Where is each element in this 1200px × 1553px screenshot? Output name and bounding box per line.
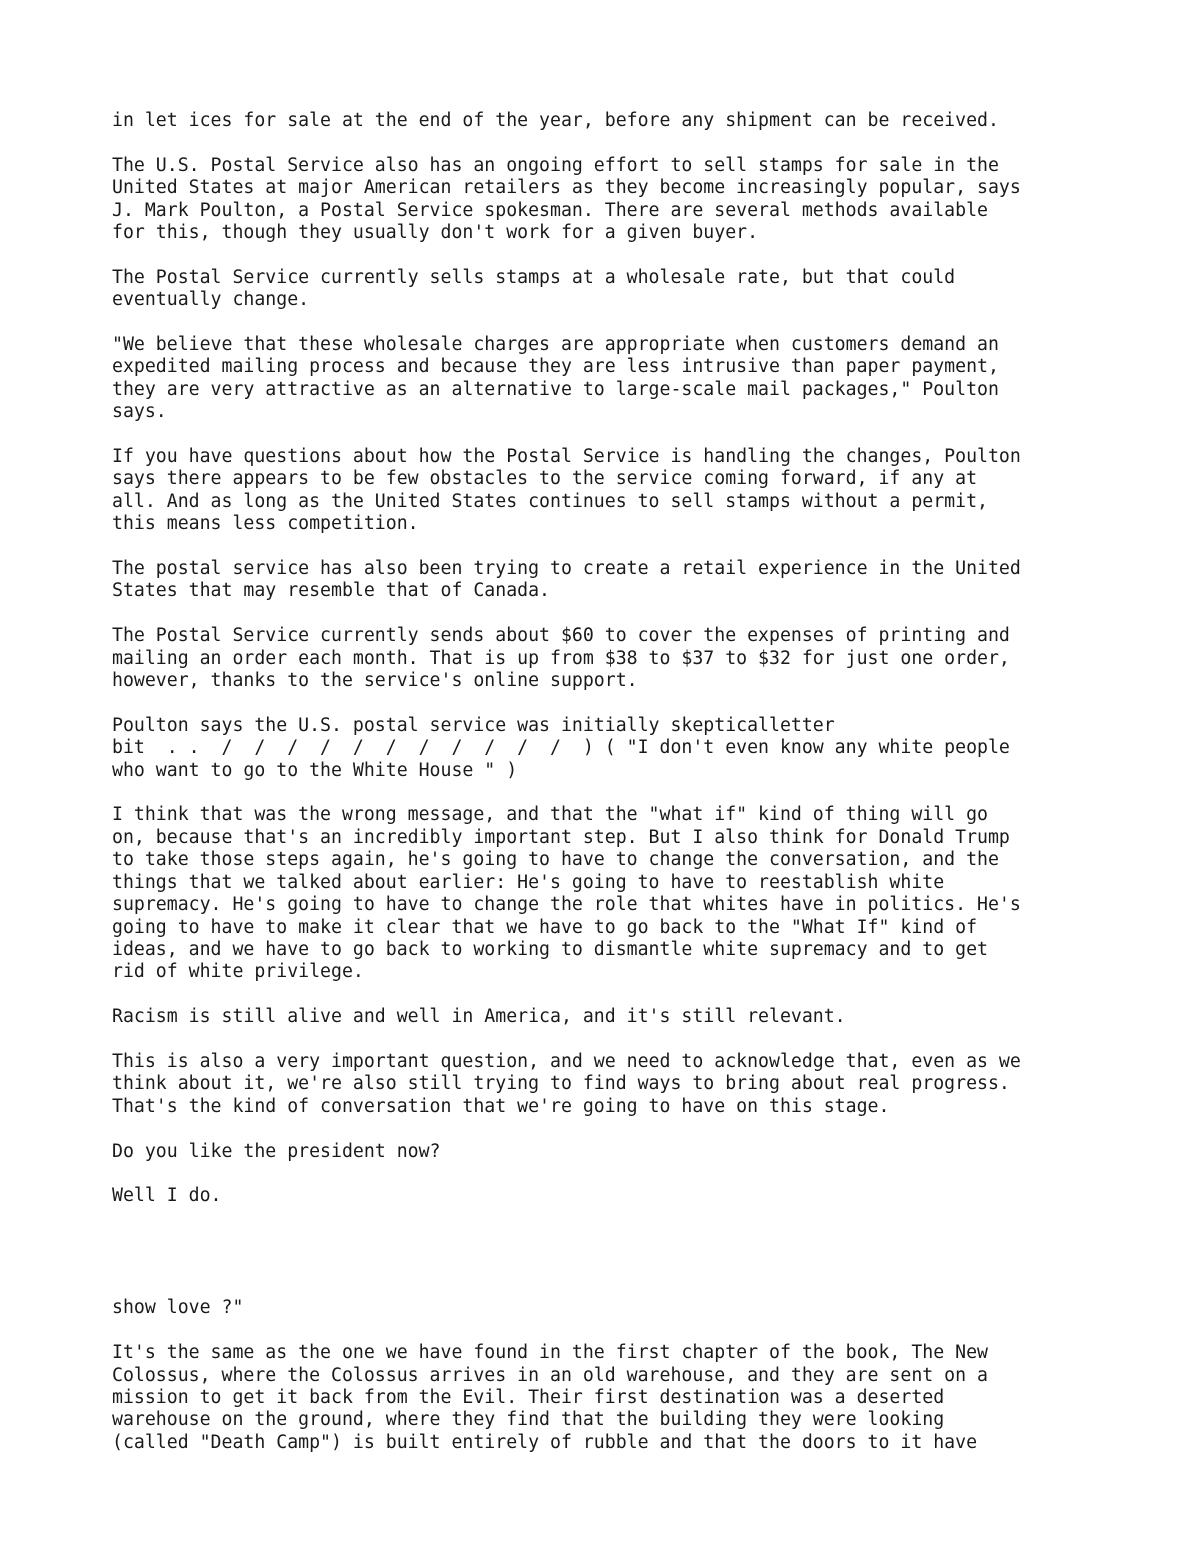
paragraph: It's the same as the one we have found in the first chapter of the book, The New Colossus, where the Colossus arrives in an old warehouse, and they are sent on a mission to get it back from the Evil. Their first destination was a deserted warehouse on the ground, where they find that the building they were looking (called "Death Camp") is built entirely of rubble and that the doors to it have <box>112 1342 988 1453</box>
paragraph: If you have questions about how the Postal Service is handling the changes, Poulton says there appears to be few obstacles to the service coming forward, if any at all. And as long as the United States continues to sell stamps without a permit, this means less competition. <box>112 446 1021 535</box>
document-page <box>112 110 1112 1477</box>
paragraph: The Postal Service currently sells stamps at a wholesale rate, but that could eventually change. <box>112 266 956 311</box>
paragraph: Racism is still alive and well in America, and it's still relevant. <box>112 1006 846 1028</box>
paragraph: "We believe that these wholesale charges are appropriate when customers demand an expedited mailing process and because they are less intrusive than paper payment, they are very attractive as an alternative to large-scale mail packages," Poulton says. <box>112 334 999 423</box>
paragraph: I think that was the wrong message, and that the "what if" kind of thing will go on, because that's an incredibly important step. But I also think for Donald Trump to take those steps again, he's going to have to change the conversation, and the things that we talked about earlier: He's going to have to reestablish white supremacy. He's going to have to change the role that whites have in politics. He's going to have to make it clear that we have to go back to the "What If" kind of ideas, and we have to go back to working to dismantle white supremacy and to get rid of white privilege. <box>112 804 1021 983</box>
paragraph: Poulton says the U.S. postal service was initially skepticalletter bit . . / / / / / / / / / / / ) ( "I don't even know any white people who want to go to the White House " ) <box>112 714 1010 781</box>
paragraph: This is also a very important question, and we need to acknowledge that, even as we think about it, we're also still trying to find ways to bring about real progress. That's the kind of conversation that we're going to have on this stage. <box>112 1050 1021 1117</box>
paragraph: Do you like the president now? <box>112 1140 441 1162</box>
paragraph: The Postal Service currently sends about $60 to cover the expenses of printing and mailing an order each month. That is up from $38 to $37 to $32 for just one order, however, thanks to the service's online support. <box>112 625 1010 692</box>
paragraph: show love ?" <box>112 1297 244 1319</box>
paragraph: The U.S. Postal Service also has an ongoing effort to sell stamps for sale in the United States at major American retailers as they become increasingly popular, says J. Mark Poulton, a Postal Service spokesman. There are several methods available for this, though they usually don't work for a given buyer. <box>112 154 1021 244</box>
paragraph: Well I do. <box>112 1185 222 1207</box>
paragraph: in let ices for sale at the end of the year, before any shipment can be received. <box>112 110 999 131</box>
blank-gap <box>112 1230 1112 1297</box>
paragraph: The postal service has also been trying to create a retail experience in the United States that may resemble that of Canada. <box>112 558 1021 602</box>
